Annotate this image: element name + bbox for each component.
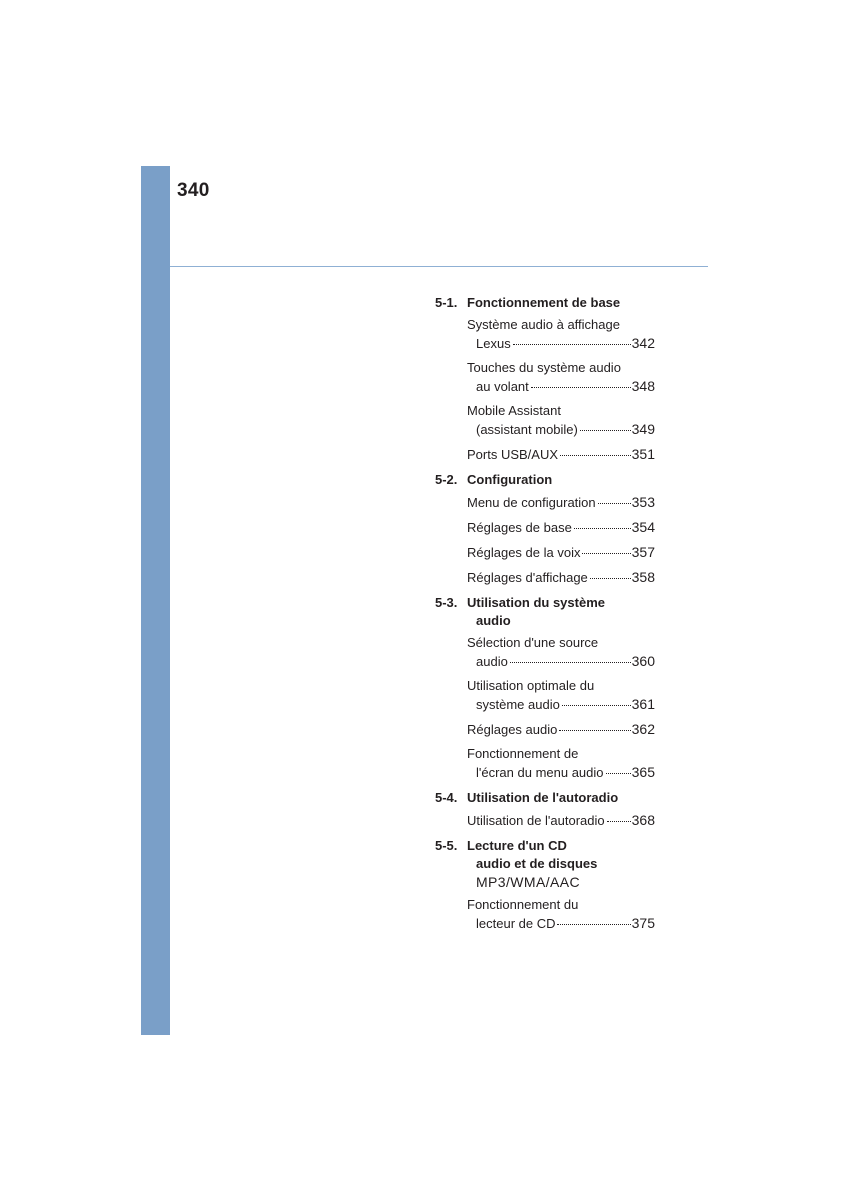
toc-section [435,837,655,933]
section-title [467,837,597,892]
dot-leader [590,578,631,579]
entry-title-line: lecteur de CD [476,916,556,931]
entry-title-line: Utilisation optimale du [467,678,595,693]
entry-title-line: (assistant mobile) [476,422,578,437]
dot-leader [582,553,630,554]
section-heading [435,471,655,489]
section-number: 5-5. [435,838,458,853]
entry-page-number: 354 [631,519,655,535]
section-title-line: Lecture d'un CD [467,838,567,853]
toc-section [435,594,655,782]
header-rule [170,266,708,267]
toc-section [435,471,655,587]
toc-entry[interactable] [467,518,655,537]
entry-title-line: Touches du système audio [467,360,621,375]
toc-entry[interactable] [467,896,655,933]
entry-title-line: Ports USB/AUX [467,447,559,462]
entry-title-line: Réglages de base [467,520,572,535]
entry-page-number: 360 [631,653,655,669]
toc-entry[interactable] [467,720,655,739]
entry-page-number: 348 [631,378,655,394]
entry-page-number: 362 [631,721,655,737]
entry-title-line: Système audio à affichage [467,317,620,332]
entry-page-number: 349 [631,421,655,437]
entry-page-number: 368 [631,812,655,828]
entry-title-line: Réglages de la voix [467,545,581,560]
section-title-line: audio et de disques [476,856,598,871]
entry-title-line: Lexus [476,336,511,351]
entry-page-number: 365 [631,764,655,780]
section-title [467,471,552,489]
entry-title-line: l'écran du menu audio [476,765,604,780]
toc-entry[interactable] [467,634,655,671]
section-title [467,594,605,630]
section-number: 5-3. [435,595,458,610]
dot-leader [607,821,631,822]
entry-page-number: 358 [631,569,655,585]
section-heading [435,594,655,630]
dot-leader [557,924,630,925]
entry-title-line: Fonctionnement du [467,897,579,912]
dot-leader [606,773,631,774]
toc-entry[interactable] [467,493,655,512]
entry-title-line: système audio [476,697,560,712]
entry-title-line: Menu de configuration [467,495,596,510]
section-heading [435,837,655,892]
section-title-line: Configuration [467,472,553,487]
entry-page-number: 342 [631,335,655,351]
toc-entry[interactable] [467,811,655,830]
dot-leader [574,528,631,529]
toc-entry[interactable] [467,402,655,439]
entry-title-line: audio [476,654,508,669]
entry-title-line: Réglages audio [467,722,558,737]
entry-page-number: 351 [631,446,655,462]
entry-page-number: 375 [631,915,655,931]
toc-entry[interactable] [467,543,655,562]
toc-entry[interactable] [467,568,655,587]
toc-entry[interactable] [467,445,655,464]
section-title-line: audio [476,613,511,628]
dot-leader [580,430,631,431]
toc-entry[interactable] [467,359,655,396]
entry-page-number: 353 [631,494,655,510]
dot-leader [562,705,631,706]
entry-page-number: 357 [631,544,655,560]
toc-entry[interactable] [467,677,655,714]
section-heading [435,294,655,312]
section-number: 5-4. [435,790,458,805]
entry-title-line: Sélection d'une source [467,635,599,650]
dot-leader [560,455,631,456]
entry-title-line: Réglages d'affichage [467,570,588,585]
section-title-line: Utilisation de l'autoradio [467,790,619,805]
toc-entry[interactable] [467,316,655,353]
table-of-contents [435,294,655,940]
entry-title-line: au volant [476,379,529,394]
dot-leader [510,662,631,663]
page-number: 340 [177,180,210,201]
section-number: 5-2. [435,472,458,487]
section-title [467,789,618,807]
section-title-line: Fonctionnement de base [467,295,621,310]
toc-entry[interactable] [467,745,655,782]
entry-title-line: Utilisation de l'autoradio [467,813,605,828]
toc-section [435,294,655,464]
section-title [467,294,620,312]
section-number: 5-1. [435,295,458,310]
dot-leader [531,387,631,388]
toc-section [435,789,655,830]
dot-leader [559,730,630,731]
side-bar [141,166,170,1035]
section-title-line: MP3/WMA/AAC [476,874,580,890]
section-title-line: Utilisation du système [467,595,605,610]
dot-leader [598,503,631,504]
entry-title-line: Mobile Assistant [467,403,561,418]
entry-page-number: 361 [631,696,655,712]
entry-title-line: Fonctionnement de [467,746,579,761]
dot-leader [513,344,631,345]
section-heading [435,789,655,807]
